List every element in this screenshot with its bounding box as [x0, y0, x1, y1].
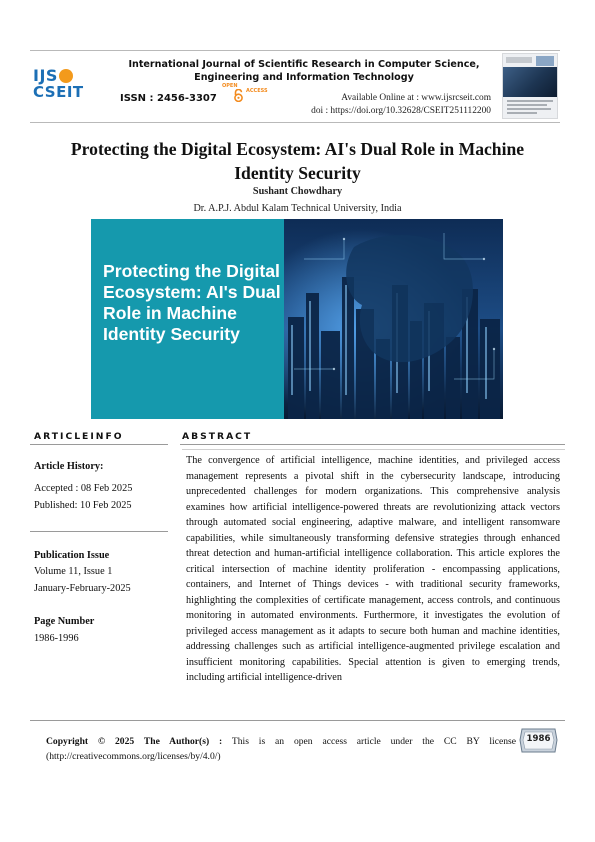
- open-access-word: OPEN: [222, 83, 238, 89]
- open-access-badge: [218, 83, 278, 104]
- logo-text-bottom: CSEIT: [33, 83, 84, 101]
- open-lock-icon: [233, 89, 244, 102]
- paper-title: Protecting the Digital Ecosystem: AI's Dual Role in Machine Identity Security: [70, 139, 525, 183]
- publication-issue-label: Publication Issue: [34, 550, 110, 561]
- article-info-heading: ARTICLEINFO: [34, 431, 124, 442]
- cover-image: [503, 67, 558, 97]
- journal-cover-thumbnail: [502, 53, 558, 119]
- logo-ring-icon: [59, 69, 73, 83]
- doi-link[interactable]: doi : https://doi.org/10.32628/CSEIT251112200: [311, 106, 491, 116]
- available-online[interactable]: Available Online at : www.ijsrcseit.com: [341, 93, 491, 103]
- header-bottom-rule: [30, 122, 560, 123]
- copyright-label: Copyright © 2025 The Author(s) :: [46, 736, 223, 747]
- journal-name: International Journal of Scientific Research in Computer Science, Engineering and Information Technology: [128, 59, 480, 83]
- license-text[interactable]: This is an open access article under the CC BY license (http://creativecommons.org/licenses/by/4.0/): [46, 736, 516, 762]
- author-affiliation: Dr. A.P.J. Abdul Kalam Technical University, India: [193, 203, 402, 214]
- publication-period: January-February-2025: [34, 583, 131, 594]
- volume-issue: Volume 11, Issue 1: [34, 566, 113, 577]
- page-number-label: Page Number: [34, 616, 95, 627]
- article-info-rule: [30, 444, 168, 445]
- page-range: 1986-1996: [34, 633, 79, 644]
- footer-rule: [30, 720, 565, 721]
- page-number: 1986: [526, 734, 551, 744]
- banner-title: Protecting the Digital Ecosystem: AI's Dual Role in Machine Identity Security: [103, 261, 281, 344]
- article-info-divider: [30, 531, 168, 532]
- logo-text-top: IJS: [33, 66, 58, 85]
- issn: ISSN : 2456-3307: [120, 93, 217, 104]
- journal-logo: [33, 66, 99, 106]
- author-name: Sushant Chowdhary: [252, 186, 343, 197]
- abstract-heading: ABSTRACT: [182, 431, 253, 442]
- abstract-rule: [180, 444, 565, 445]
- logo-text-top-tail: R: [76, 66, 84, 76]
- accepted-date: Accepted : 08 Feb 2025: [34, 483, 133, 494]
- copyright-notice: [46, 735, 516, 764]
- published-date: Published: 10 Feb 2025: [34, 500, 132, 511]
- access-word: ACCESS: [246, 88, 268, 94]
- title-banner-image: [91, 219, 503, 419]
- abstract-rule-secondary: [182, 449, 565, 450]
- article-history-label: Article History:: [34, 461, 104, 472]
- abstract-text: The convergence of artificial intelligence, machine identities, and privileged access management represents a pivotal shift in the cybersecurity landscape, introducing unprecedented challenges for modern organizations. This comprehensive analysis examines how artificial intelligence-powered threats are revolutionizing attack vectors through automated social engineering, adaptive malware, and intelligent ransomware capabilities, while simultaneously transforming defensive strategies through enhanced threat detection and human-artificial intelligence collaboration. This article explores the critical intersection of machine identity proliferation - encompassing applications, containers, and Internet of Things devices - with traditional security frameworks, highlighting the complexities of certificate management, access controls, and continuous monitoring in automated environments. Furthermore, it investigates the evolution of privileged access management as it adapts to secure both human and machine identities, addressing challenges such as artificial intelligence-augmented privilege escalation and insufficient monitoring capabilities. Special attention is given to emerging trends, including artificial intelligence-driven: [186, 455, 560, 683]
- header-top-rule: [30, 50, 560, 51]
- digital-city-illustration: [284, 219, 503, 419]
